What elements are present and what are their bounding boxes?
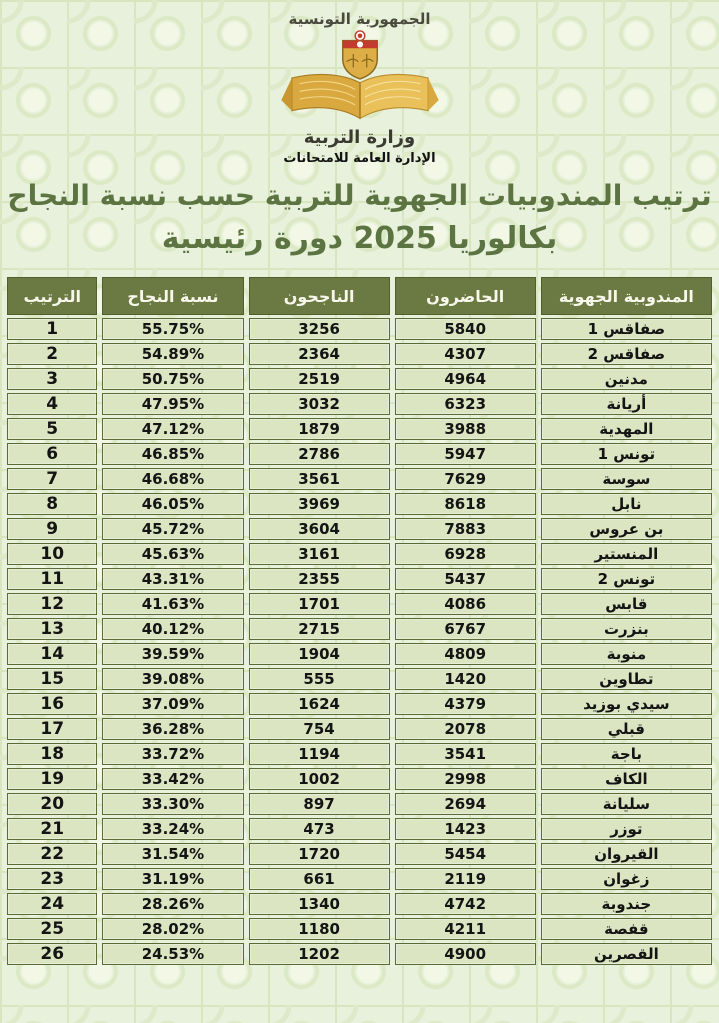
rate-cell: 36.28% <box>102 718 243 740</box>
rate-cell: 41.63% <box>102 593 243 615</box>
rank-cell: 18 <box>7 743 97 765</box>
present-cell: 2998 <box>395 768 536 790</box>
delegation-cell: باجة <box>541 743 712 765</box>
passed-cell: 1180 <box>249 918 390 940</box>
passed-cell: 3969 <box>249 493 390 515</box>
rate-cell: 28.02% <box>102 918 243 940</box>
passed-cell: 1720 <box>249 843 390 865</box>
delegation-cell: بنزرت <box>541 618 712 640</box>
table-container <box>0 258 719 968</box>
present-cell: 5437 <box>395 568 536 590</box>
table-row <box>7 868 712 890</box>
passed-cell: 2355 <box>249 568 390 590</box>
rank-cell: 10 <box>7 543 97 565</box>
passed-cell: 1002 <box>249 768 390 790</box>
passed-cell: 1340 <box>249 893 390 915</box>
open-book-emblem-icon <box>275 30 445 126</box>
rate-cell: 45.63% <box>102 543 243 565</box>
rate-cell: 45.72% <box>102 518 243 540</box>
passed-cell: 2519 <box>249 368 390 390</box>
page-subtitle: بكالوريا 2025 دورة رئيسية <box>161 221 558 256</box>
passed-cell: 2715 <box>249 618 390 640</box>
passed-cell: 1624 <box>249 693 390 715</box>
rank-cell: 16 <box>7 693 97 715</box>
rank-cell: 7 <box>7 468 97 490</box>
delegation-cell: مدنين <box>541 368 712 390</box>
table-row <box>7 518 712 540</box>
delegation-cell: قبلي <box>541 718 712 740</box>
rank-cell: 9 <box>7 518 97 540</box>
rank-cell: 21 <box>7 818 97 840</box>
present-cell: 6323 <box>395 393 536 415</box>
table-row <box>7 568 712 590</box>
delegation-cell: صفاقس 1 <box>541 318 712 340</box>
present-cell: 6928 <box>395 543 536 565</box>
delegation-cell: قابس <box>541 593 712 615</box>
rank-cell: 13 <box>7 618 97 640</box>
table-row <box>7 343 712 365</box>
table-row <box>7 743 712 765</box>
table-row <box>7 693 712 715</box>
rank-cell: 8 <box>7 493 97 515</box>
table-row <box>7 368 712 390</box>
table-header-row <box>7 277 712 315</box>
table-row <box>7 818 712 840</box>
passed-cell: 473 <box>249 818 390 840</box>
rank-cell: 6 <box>7 443 97 465</box>
ministry-calligraphy: وزارة التربية <box>303 127 416 148</box>
passed-cell: 555 <box>249 668 390 690</box>
passed-cell: 1194 <box>249 743 390 765</box>
rank-cell: 3 <box>7 368 97 390</box>
passed-cell: 1879 <box>249 418 390 440</box>
present-cell: 4900 <box>395 943 536 965</box>
results-table <box>2 274 717 968</box>
present-cell: 4379 <box>395 693 536 715</box>
present-cell: 3988 <box>395 418 536 440</box>
col-header-passed: الناجحون <box>249 277 390 315</box>
table-body <box>7 318 712 965</box>
table-row <box>7 643 712 665</box>
present-cell: 8618 <box>395 493 536 515</box>
col-header-rate: نسبة النجاح <box>102 277 243 315</box>
table-row <box>7 918 712 940</box>
rank-cell: 24 <box>7 893 97 915</box>
present-cell: 4809 <box>395 643 536 665</box>
table-row <box>7 793 712 815</box>
passed-cell: 3561 <box>249 468 390 490</box>
table-row <box>7 718 712 740</box>
table-row <box>7 468 712 490</box>
present-cell: 2119 <box>395 868 536 890</box>
rate-cell: 33.42% <box>102 768 243 790</box>
table-row <box>7 593 712 615</box>
rate-cell: 28.26% <box>102 893 243 915</box>
passed-cell: 3256 <box>249 318 390 340</box>
table-row <box>7 618 712 640</box>
table-row <box>7 393 712 415</box>
present-cell: 1420 <box>395 668 536 690</box>
rank-cell: 14 <box>7 643 97 665</box>
present-cell: 2078 <box>395 718 536 740</box>
rate-cell: 39.59% <box>102 643 243 665</box>
passed-cell: 3604 <box>249 518 390 540</box>
table-row <box>7 318 712 340</box>
present-cell: 1423 <box>395 818 536 840</box>
present-cell: 7883 <box>395 518 536 540</box>
delegation-cell: بن عروس <box>541 518 712 540</box>
passed-cell: 2786 <box>249 443 390 465</box>
rate-cell: 37.09% <box>102 693 243 715</box>
passed-cell: 3032 <box>249 393 390 415</box>
delegation-cell: القيروان <box>541 843 712 865</box>
delegation-cell: صفاقس 2 <box>541 343 712 365</box>
table-row <box>7 493 712 515</box>
delegation-cell: منوبة <box>541 643 712 665</box>
table-row <box>7 418 712 440</box>
rate-cell: 47.95% <box>102 393 243 415</box>
republic-calligraphy: الجمهورية التونسية <box>288 10 431 28</box>
rate-cell: 40.12% <box>102 618 243 640</box>
rate-cell: 33.24% <box>102 818 243 840</box>
present-cell: 2694 <box>395 793 536 815</box>
delegation-cell: قفصة <box>541 918 712 940</box>
delegation-cell: تونس 1 <box>541 443 712 465</box>
present-cell: 5840 <box>395 318 536 340</box>
present-cell: 3541 <box>395 743 536 765</box>
present-cell: 6767 <box>395 618 536 640</box>
rank-cell: 22 <box>7 843 97 865</box>
delegation-cell: سليانة <box>541 793 712 815</box>
rank-cell: 20 <box>7 793 97 815</box>
delegation-cell: سيدي بوزيد <box>541 693 712 715</box>
rate-cell: 46.68% <box>102 468 243 490</box>
passed-cell: 754 <box>249 718 390 740</box>
ministry-emblem <box>0 30 719 126</box>
delegation-cell: القصرين <box>541 943 712 965</box>
rank-cell: 19 <box>7 768 97 790</box>
rank-cell: 23 <box>7 868 97 890</box>
rank-cell: 4 <box>7 393 97 415</box>
rank-cell: 12 <box>7 593 97 615</box>
table-row <box>7 893 712 915</box>
present-cell: 5947 <box>395 443 536 465</box>
delegation-cell: زغوان <box>541 868 712 890</box>
present-cell: 7629 <box>395 468 536 490</box>
col-header-rank: الترتيب <box>7 277 97 315</box>
rate-cell: 54.89% <box>102 343 243 365</box>
present-cell: 5454 <box>395 843 536 865</box>
rate-cell: 55.75% <box>102 318 243 340</box>
delegation-cell: سوسة <box>541 468 712 490</box>
delegation-cell: نابل <box>541 493 712 515</box>
passed-cell: 897 <box>249 793 390 815</box>
department-name: الإدارة العامة للامتحانات <box>283 151 436 166</box>
passed-cell: 1202 <box>249 943 390 965</box>
rank-cell: 11 <box>7 568 97 590</box>
table-row <box>7 943 712 965</box>
passed-cell: 3161 <box>249 543 390 565</box>
present-cell: 4742 <box>395 893 536 915</box>
header <box>0 0 719 258</box>
delegation-cell: تونس 2 <box>541 568 712 590</box>
table-row <box>7 543 712 565</box>
rate-cell: 31.19% <box>102 868 243 890</box>
rate-cell: 33.72% <box>102 743 243 765</box>
table-row <box>7 843 712 865</box>
col-header-present: الحاضرون <box>395 277 536 315</box>
rate-cell: 50.75% <box>102 368 243 390</box>
rank-cell: 17 <box>7 718 97 740</box>
rank-cell: 25 <box>7 918 97 940</box>
rank-cell: 2 <box>7 343 97 365</box>
present-cell: 4307 <box>395 343 536 365</box>
rate-cell: 33.30% <box>102 793 243 815</box>
delegation-cell: توزر <box>541 818 712 840</box>
rate-cell: 39.08% <box>102 668 243 690</box>
table-row <box>7 768 712 790</box>
passed-cell: 1904 <box>249 643 390 665</box>
delegation-cell: تطاوين <box>541 668 712 690</box>
table-row <box>7 443 712 465</box>
delegation-cell: الكاف <box>541 768 712 790</box>
col-header-delegation: المندوبية الجهوية <box>541 277 712 315</box>
present-cell: 4086 <box>395 593 536 615</box>
table-row <box>7 668 712 690</box>
rank-cell: 5 <box>7 418 97 440</box>
rate-cell: 46.85% <box>102 443 243 465</box>
rank-cell: 1 <box>7 318 97 340</box>
rate-cell: 43.31% <box>102 568 243 590</box>
passed-cell: 661 <box>249 868 390 890</box>
page-title: ترتيب المندوبيات الجهوية للتربية حسب نسبة النجاح <box>7 179 712 212</box>
rank-cell: 15 <box>7 668 97 690</box>
delegation-cell: المهدية <box>541 418 712 440</box>
present-cell: 4211 <box>395 918 536 940</box>
delegation-cell: أريانة <box>541 393 712 415</box>
rank-cell: 26 <box>7 943 97 965</box>
present-cell: 4964 <box>395 368 536 390</box>
passed-cell: 1701 <box>249 593 390 615</box>
passed-cell: 2364 <box>249 343 390 365</box>
delegation-cell: جندوبة <box>541 893 712 915</box>
rate-cell: 46.05% <box>102 493 243 515</box>
rate-cell: 31.54% <box>102 843 243 865</box>
delegation-cell: المنستير <box>541 543 712 565</box>
rate-cell: 24.53% <box>102 943 243 965</box>
rate-cell: 47.12% <box>102 418 243 440</box>
